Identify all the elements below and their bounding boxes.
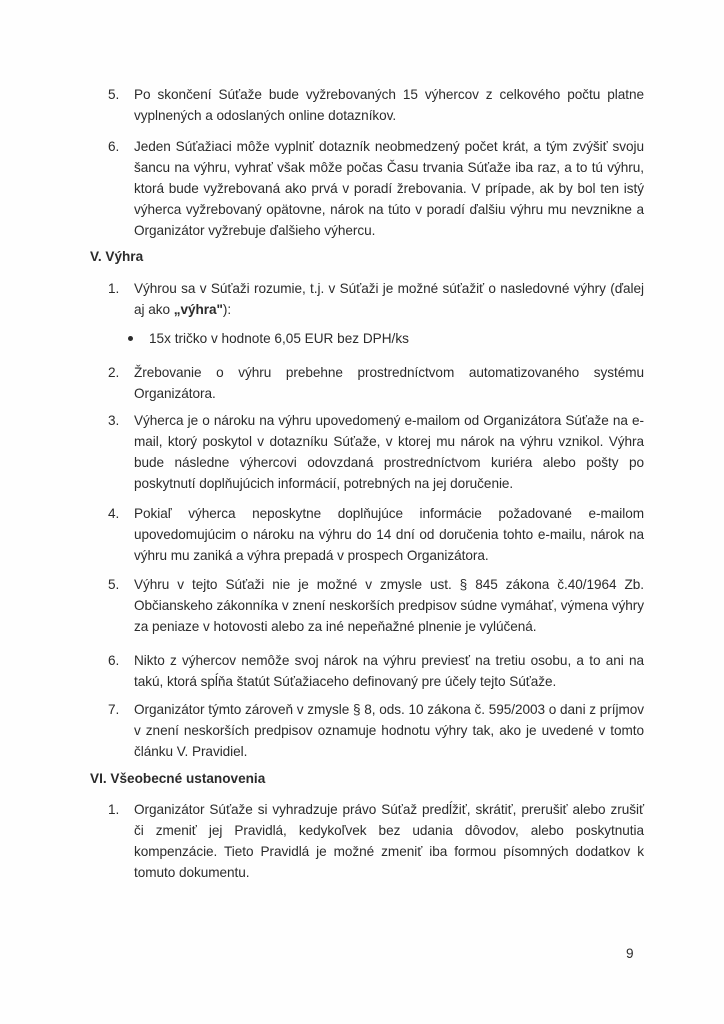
list-item-number: 3. bbox=[108, 413, 120, 428]
list-item bbox=[108, 278, 644, 320]
list-item-number: 1. bbox=[108, 281, 120, 296]
text-segment: ): bbox=[222, 302, 232, 317]
list-item-number: 4. bbox=[108, 506, 120, 521]
list-item-text: Organizátor Súťaže si vyhradzuje právo Súťaž predĺžiť, skrátiť, prerušiť alebo zrušiť či zmeniť jej Pravidlá, kedykoľvek bez udania dôvodov, alebo poskytnutia kompenzácie. Tieto Pravidlá je možné zmeniť iba formou písomných dodatkov k tomuto dokumentu. bbox=[134, 802, 644, 880]
list-item-text: Jeden Súťažiaci môže vyplniť dotazník neobmedzený počet krát, a tým zvýšiť svoju šancu na výhru, vyhrať však môže počas Času trvania Súťaže iba raz, a to tú výhru, ktorá bude vyžrebovaná ako prvá v poradí žrebovania. V prípade, ak by bol ten istý výherca vyžrebovaný opätovne, nárok na túto v poradí ďalšiu výhru mu nevznikne a Organizátor vyžrebuje ďalšieho výhercu. bbox=[134, 139, 644, 238]
page-number: 9 bbox=[626, 946, 634, 961]
list-item-text: Po skončení Súťaže bude vyžrebovaných 15 výhercov z celkového počtu platne vyplnených a odoslaných online dotazníkov. bbox=[134, 87, 644, 123]
bold-term: „výhra" bbox=[173, 302, 223, 317]
list-item-text: Pokiaľ výherca neposkytne doplňujúce informácie požadované e-mailom upovedomujúcim o nároku na výhru do 14 dní od doručenia tohto e-mailu, nárok na výhru mu zaniká a výhra prepadá v prospech Organizátora. bbox=[134, 506, 644, 563]
list-item-text: Nikto z výhercov nemôže svoj nárok na výhru previesť na tretiu osobu, a to ani na takú, ktorá spĺňa štatút Súťažiaceho definovaný pre účely tejto Súťaže. bbox=[134, 653, 644, 689]
list-item bbox=[108, 136, 644, 241]
list-item bbox=[108, 650, 644, 692]
list-item-number: 1. bbox=[108, 802, 120, 817]
list-item-text: Výherca je o nároku na výhru upovedomený e-mailom od Organizátora Súťaže na e-mail, ktorý poskytol v dotazníku Súťaže, v ktorej mu nárok na výhru vznikol. Výhra bude následne výhercovi odovzdaná prostredníctvom kuriéra alebo pošty po poskytnutí doplňujúcich informácií, potrebných na jej doručenie. bbox=[134, 413, 644, 491]
list-item bbox=[108, 699, 644, 762]
list-item-text bbox=[134, 278, 644, 320]
list-item bbox=[108, 84, 644, 126]
bullet-text: 15x tričko v hodnote 6,05 EUR bez DPH/ks bbox=[149, 331, 409, 346]
text-segment: Výhrou sa v Súťaži rozumie, t.j. v Súťaži je možné súťažiť o nasledovné výhry (ďalej aj ako bbox=[134, 281, 644, 317]
list-item bbox=[108, 574, 644, 637]
list-item bbox=[108, 799, 644, 883]
list-item-number: 6. bbox=[108, 139, 120, 154]
list-item-number: 2. bbox=[108, 365, 120, 380]
section-heading: VI. Všeobecné ustanovenia bbox=[90, 771, 266, 786]
list-item bbox=[108, 362, 644, 404]
list-item-number: 6. bbox=[108, 653, 120, 668]
list-item-text: Žrebovanie o výhru prebehne prostredníctvom automatizovaného systému Organizátora. bbox=[134, 365, 644, 401]
list-item-number: 5. bbox=[108, 87, 120, 102]
list-item-number: 7. bbox=[108, 702, 120, 717]
section-heading: V. Výhra bbox=[90, 249, 144, 264]
list-item bbox=[108, 503, 644, 566]
list-item-text: Výhru v tejto Súťaži nie je možné v zmysle ust. § 845 zákona č.40/1964 Zb. Občianskeho zákonníka v znení neskorších predpisov súdne vymáhať, výmena výhry za peniaze v hotovosti alebo za iné nepeňažné plnenie je vylúčená. bbox=[134, 577, 644, 634]
bullet-item bbox=[128, 328, 409, 349]
list-item-text: Organizátor týmto zároveň v zmysle § 8, ods. 10 zákona č. 595/2003 o dani z príjmov v znení neskorších predpisov oznamuje hodnotu výhry tak, ako je uvedené v tomto článku V. Pravidiel. bbox=[134, 702, 644, 759]
list-item bbox=[108, 410, 644, 494]
list-item-number: 5. bbox=[108, 577, 120, 592]
bullet-icon bbox=[128, 336, 133, 341]
